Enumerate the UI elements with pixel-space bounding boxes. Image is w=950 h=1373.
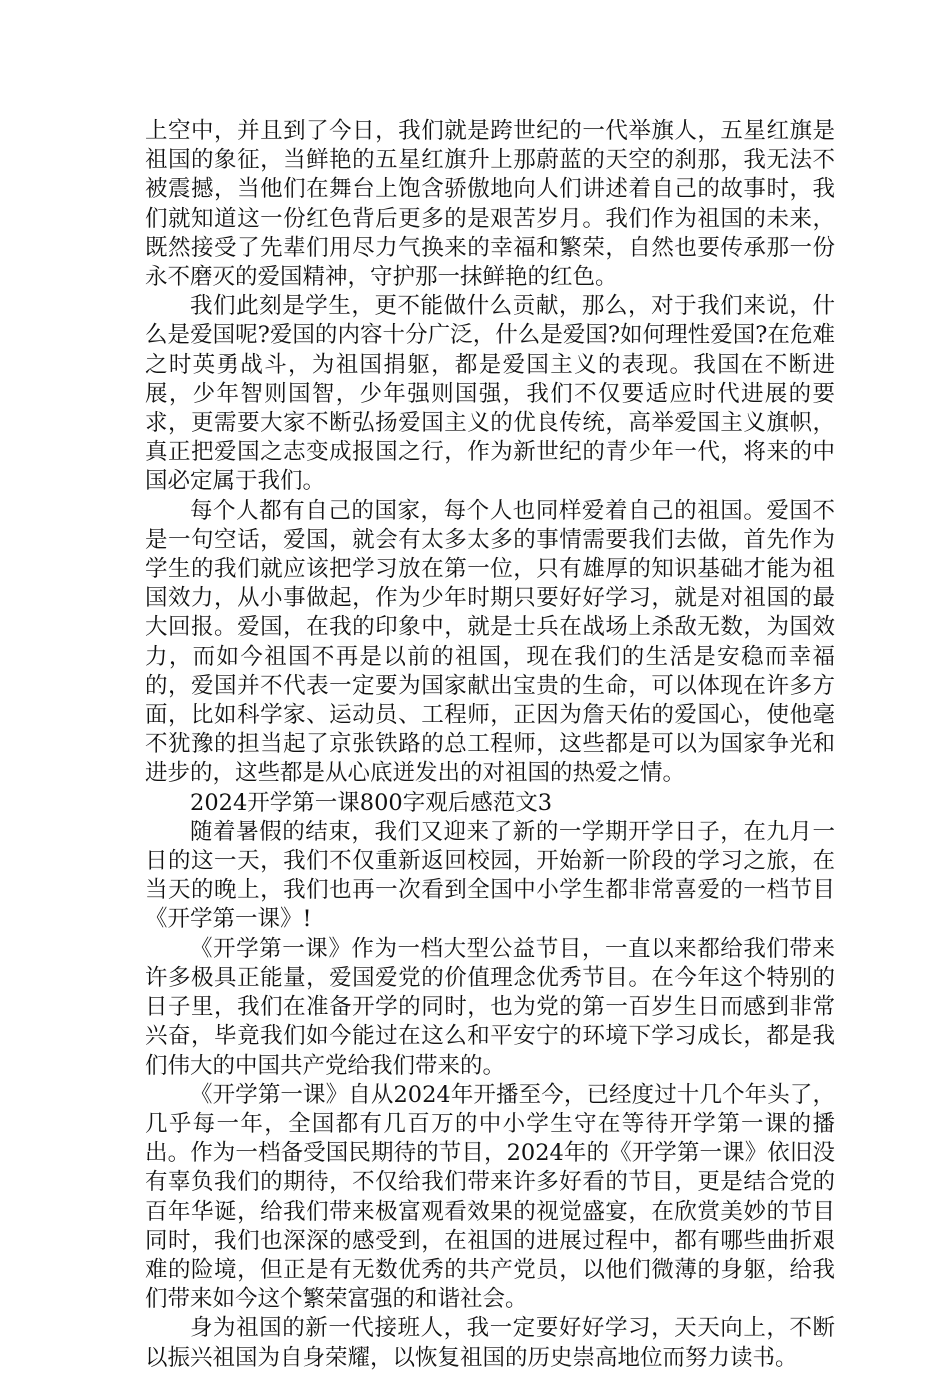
paragraph: 每个人都有自己的国家，每个人也同样爱着自己的祖国。爱国不是一句空话，爱国，就会有太多太多的事情需要我们去做，首先作为学生的我们就应该把学习放在第一位，只有雄厚的知识基础才能为祖国效力，从小事做起，作为少年时期只要好好学习，就是对祖国的最大回报。爱国，在我的印象中，就是士兵在战场上杀敌无数，为国效力，而如今祖国不再是以前的祖国，现在我们的生活是安稳而幸福的，爱国并不代表一定要为国家献出宝贵的生命，可以体现在许多方面，比如科学家、运动员、工程师，正因为詹天佑的爱国心，使他毫不犹豫的担当起了京张铁路的总工程师，这些都是可以为国家争光和进步的，这些都是从心底迸发出的对祖国的热爱之情。: [145, 497, 835, 787]
paragraph: 我们此刻是学生，更不能做什么贡献，那么，对于我们来说，什么是爱国呢?爱国的内容十分广泛，什么是爱国?如何理性爱国?在危难之时英勇战斗，为祖国捐躯，都是爱国主义的表现。我国在不断进展，少年智则国智，少年强则国强，我们不仅要适应时代进展的要求，更需要大家不断弘扬爱国主义的优良传统，高举爱国主义旗帜，真正把爱国之志变成报国之行，作为新世纪的青少年一代，将来的中国必定属于我们。: [145, 293, 835, 495]
paragraph: 随着暑假的结束，我们又迎来了新的一学期开学日子，在九月一日的这一天，我们不仅重新返回校园，开始新一阶段的学习之旅，在当天的晚上，我们也再一次看到全国中小学生都非常喜爱的一档节目《开学第一课》!: [145, 818, 835, 933]
paragraph-continuation: 上空中，并且到了今日，我们就是跨世纪的一代举旗人，五星红旗是祖国的象征，当鲜艳的五星红旗升上那蔚蓝的天空的刹那，我无法不被震撼，当他们在舞台上饱含骄傲地向人们讲述着自己的故事时，我们就知道这一份红色背后更多的是艰苦岁月。我们作为祖国的未来，既然接受了先辈们用尽力气换来的幸福和繁荣，自然也要传承那一份永不磨灭的爱国精神，守护那一抹鲜艳的红色。: [145, 118, 835, 291]
document-page: [145, 117, 835, 1373]
paragraph: 身为祖国的新一代接班人，我一定要好好学习，天天向上，不断以振兴祖国为自身荣耀，以恢复祖国的历史崇高地位而努力读书。: [145, 1315, 835, 1371]
paragraph: 《开学第一课》自从2024年开播至今，已经度过十几个年头了，几乎每一年，全国都有几百万的中小学生守在等待开学第一课的播出。作为一档备受国民期待的节目，2024年的《开学第一课》依旧没有辜负我们的期待，不仅给我们带来许多好看的节目，更是结合党的百年华诞，给我们带来极富观看效果的视觉盛宴，在欣赏美妙的节目同时，我们也深深的感受到，在祖国的进展过程中，都有哪些曲折艰难的险境，但正是有无数优秀的共产党员，以他们微薄的身躯，给我们带来如今这个繁荣富强的和谐社会。: [145, 1081, 835, 1313]
section-heading: 2024开学第一课800字观后感范文3: [190, 789, 553, 816]
paragraph: 《开学第一课》作为一档大型公益节目，一直以来都给我们带来许多极具正能量，爱国爱党的价值理念优秀节目。在今年这个特别的日子里，我们在准备开学的同时，也为党的第一百岁生日而感到非常兴奋，毕竟我们如今能过在这么和平安宁的环境下学习成长，都是我们伟大的中国共产党给我们带来的。: [145, 935, 835, 1079]
